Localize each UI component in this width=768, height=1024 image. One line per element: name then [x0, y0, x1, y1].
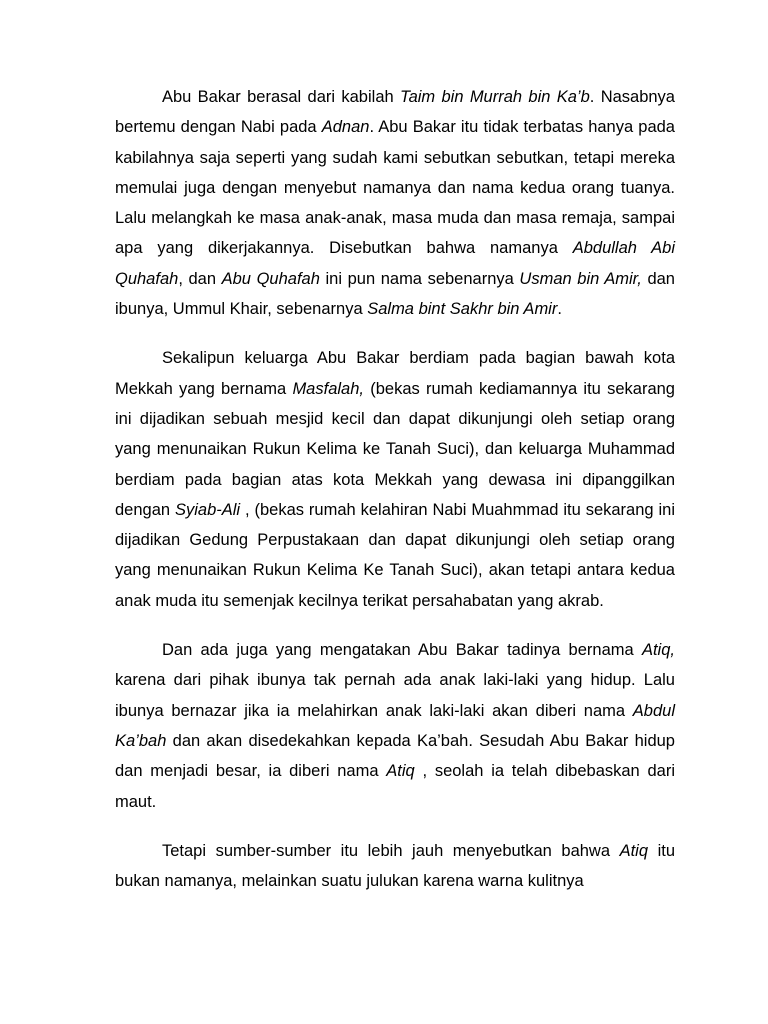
- italic-term: Taim bin Murrah bin Ka’b: [400, 88, 590, 106]
- paragraph-1: [115, 82, 675, 324]
- italic-term: Abu Quhafah: [221, 269, 320, 288]
- text-run: , dan: [178, 269, 222, 288]
- text-run: . Nasabnya bertemu dengan Nabi pada: [115, 88, 675, 137]
- text-run: , (bekas rumah kelahiran Nabi Muahmmad itu sekarang ini dijadikan Gedung Perpustakaan dan dapat dikunjungi oleh setiap orang yang menunaikan Rukun Kelima Ke Tanah Suci), akan tetapi antara kedua anak muda itu semenjak kecilnya terikat persahabatan yang akrab.: [115, 500, 675, 610]
- italic-term: Masfalah,: [292, 379, 364, 398]
- text-run: Abu Bakar berasal dari kabilah: [162, 88, 400, 106]
- paragraph-2: [115, 343, 675, 616]
- text-run: (bekas rumah kediamannya itu sekarang ini dijadikan sebuah mesjid kecil dan dapat dikunjungi oleh setiap orang yang menunaikan Rukun Kelima ke Tanah Suci), dan keluarga Muhammad berdiam pada bagian atas kota Mekkah yang dewasa ini dipanggilkan dengan: [115, 379, 675, 519]
- text-run: , seolah ia telah dibebaskan dari maut.: [115, 762, 675, 811]
- body-text: [115, 82, 675, 915]
- italic-term: Atiq,: [641, 641, 675, 660]
- text-run: Sekalipun keluarga Abu Bakar berdiam pada bagian bawah kota Mekkah yang bernama: [115, 349, 675, 398]
- italic-term: Atiq: [386, 762, 415, 781]
- text-run: ini pun nama sebenarnya: [319, 269, 520, 288]
- text-run: dan ibunya, Ummul Khair, sebenarnya: [115, 269, 675, 319]
- italic-term: Usman bin Amir,: [519, 269, 642, 288]
- text-run: itu bukan namanya, melainkan suatu julukan karena warna kulitnya: [115, 841, 675, 891]
- text-run: Dan ada juga yang mengatakan Abu Bakar tadinya bernama: [162, 641, 642, 660]
- paragraph-3: [115, 635, 675, 817]
- text-run: dan akan disedekahkan kepada Ka’bah. Sesudah Abu Bakar hidup dan menjadi besar, ia diberi nama: [115, 731, 675, 781]
- text-run: Tetapi sumber-sumber itu lebih jauh menyebutkan bahwa: [162, 841, 620, 860]
- italic-term: Abdullah Abi Quhafah: [115, 239, 675, 288]
- text-run: . Abu Bakar itu tidak terbatas hanya pada kabilahnya saja seperti yang sudah kami sebutkan sebutkan, tetapi mereka memulai juga dengan menyebut namanya dan nama kedua orang tuanya. Lalu melangkah ke masa anak-anak, masa muda dan masa remaja, sampai apa yang dikerjakannya. Disebutkan bahwa namanya: [115, 118, 675, 258]
- italic-term: Adnan: [321, 118, 370, 137]
- italic-term: Syiab-Ali: [174, 500, 241, 519]
- paragraph-4: [115, 836, 675, 897]
- italic-term: Salma bint Sakhr bin Amir: [367, 300, 558, 319]
- text-run: .: [557, 300, 562, 319]
- italic-term: Abdul Ka’bah: [115, 701, 675, 750]
- italic-term: Atiq: [619, 841, 649, 860]
- text-run: karena dari pihak ibunya tak pernah ada anak laki-laki yang hidup. Lalu ibunya bernazar jika ia melahirkan anak laki-laki akan diberi nama: [115, 671, 675, 720]
